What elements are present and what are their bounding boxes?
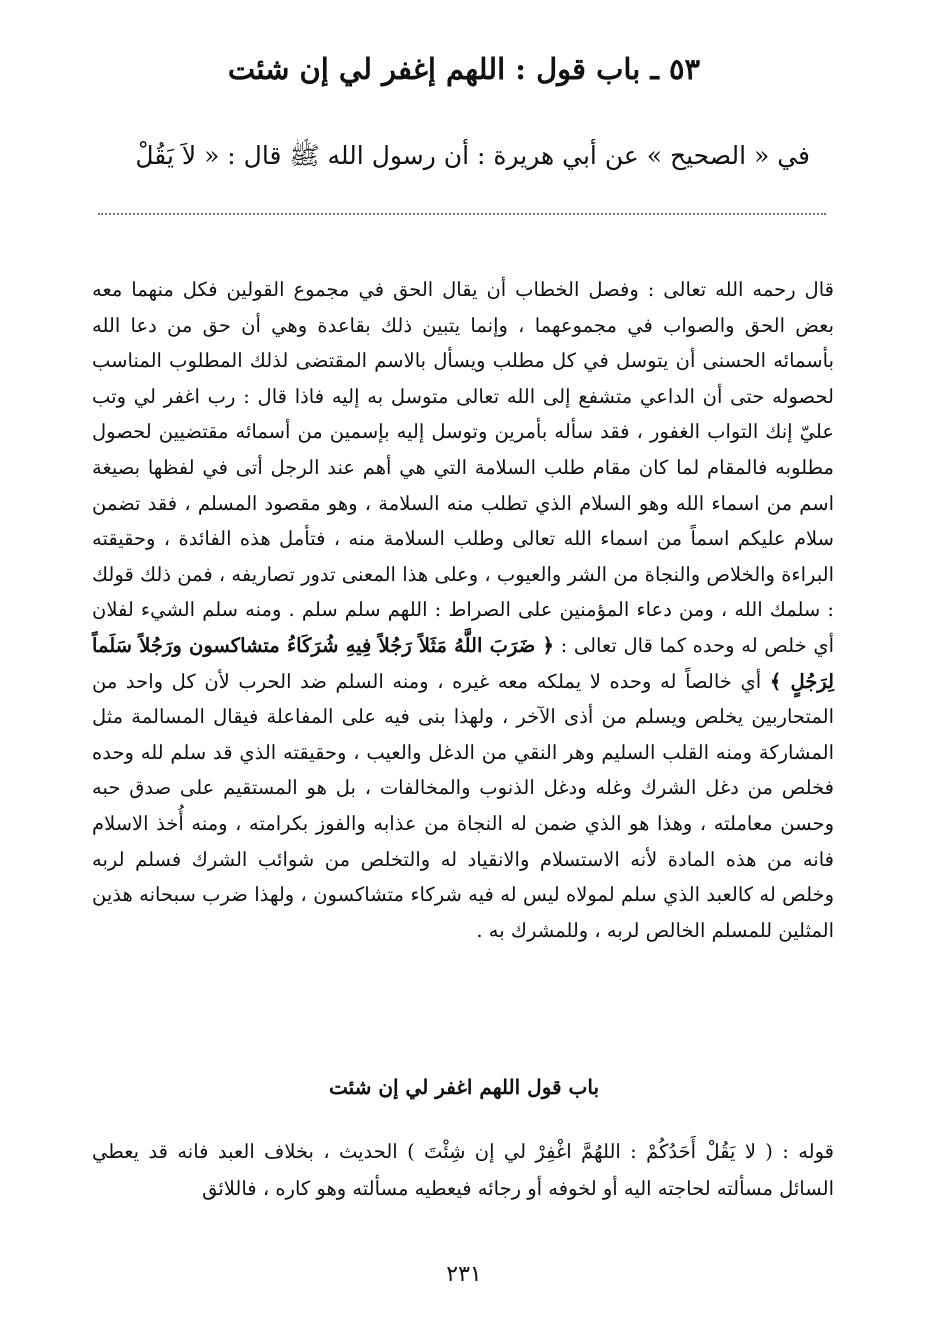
- commentary-text-before-verse: قال رحمه الله تعالى : وفصل الخطاب أن يقال الحق في مجموع القولين فكل منهما معه بعض الحق والصواب في مجموعهما ، وإنما يتبين ذلك بقاعدة وهي أن حق من دعا الله بأسمائه الحسنى أن يتوسل في كل مطلب ويسأل بالاسم المقتضى لذلك المطلوب المناسب لحصوله حتى أن الداعي متشفع إلى الله تعالى متوسل به إليه فاذا قال : رب اغفر لي وتب عليّ إنك التواب الغفور ، فقد سأله بأمرين وتوسل إليه بإسمين من أسمائه مقتضيين لحصول مطلوبه فالمقام لما كان مقام طلب السلامة التي هي أهم عند الرجل أتى في لفظها بصيغة اسم من اسماء الله وهو السلام الذي تطلب منه السلامة ، وهو مقصود المسلم ، فقد تضمن سلام عليكم اسماً من اسماء الله تعالى وطلب السلامة منه ، فتأمل هذه الفائدة ، وحقيقته البراءة والخلاص والنجاة من الشر والعيوب ، وعلى هذا المعنى تدور تصاريفه ، فمن ذلك قولك : سلمك الله ، ومن دعاء المؤمنين على الصراط : اللهم سلم سلم . ومنه سلم الشيء لفلان أي خلص له وحده كما قال تعالى :: [92, 278, 834, 657]
- quran-verse: ﴿ ضَرَبَ اللَّهُ مَثَلاً رَجُلاً فِيهِ شُرَكَاءُ متشاكسون ورَجُلاً سَلَماً لِرَجُلٍ ﴾: [92, 633, 834, 693]
- section-heading: باب قول اللهم اغفر لي إن شئت: [328, 1075, 600, 1099]
- commentary-text-after-verse: أي خالصاً له وحده لا يملكه معه غيره ، ومنه السلم ضد الحرب لأن كل واحد من المتحاربين يخلص ويسلم من أذى الآخر ، ولهذا بنى فيه على المفاعلة فيقال المسالمة مثل المشاركة ومنه القلب السليم وهر النقي من الدغل والعيب ، وحقيقته الذي قد سلم لله وحده فخلص من دغل الشرك وغله ودغل الذنوب والمخالفات ، بل هو المستقيم على صدق حبه وحسن معاملته ، وهذا هو الذي ضمن له النجاة من عذابه والفوز بكرامته ، ومنه أُخذ الاسلام فانه من هذه المادة لأنه الاستسلام والانقياد له والتخلص من شوائب الشرك فسلم لربه وخلص له كالعبد الذي سلم لمولاه ليس له فيه شركاء متشاكسون ، ولهذا ضرب سبحانه هذين المثلين للمسلم الخالص لربه ، وللمشرك به .: [92, 669, 834, 942]
- section-paragraph: قوله : ( لا يَقُلْ أَحَدُكُمْ : اللهُمَّ اغْفِرْ لي إن شِئْتَ ) الحديث ، بخلاف العبد فانه قد يعطي السائل مسألته لحاجته اليه أو لخوفه أو رجائه فيعطيه مسألته وهو كاره ، فاللائق: [92, 1140, 834, 1200]
- hadith-text: في « الصحيح » عن أبي هريرة : أن رسول الله ﷺ قال : « لاَ يَقُلْ: [135, 141, 810, 170]
- page-number: ٢٣١: [446, 1262, 482, 1287]
- commentary-paragraph: [92, 272, 834, 948]
- chapter-title: ٥٣ ـ باب قول : اللهم إغفر لي إن شئت: [227, 52, 701, 86]
- dotted-divider: [98, 213, 826, 215]
